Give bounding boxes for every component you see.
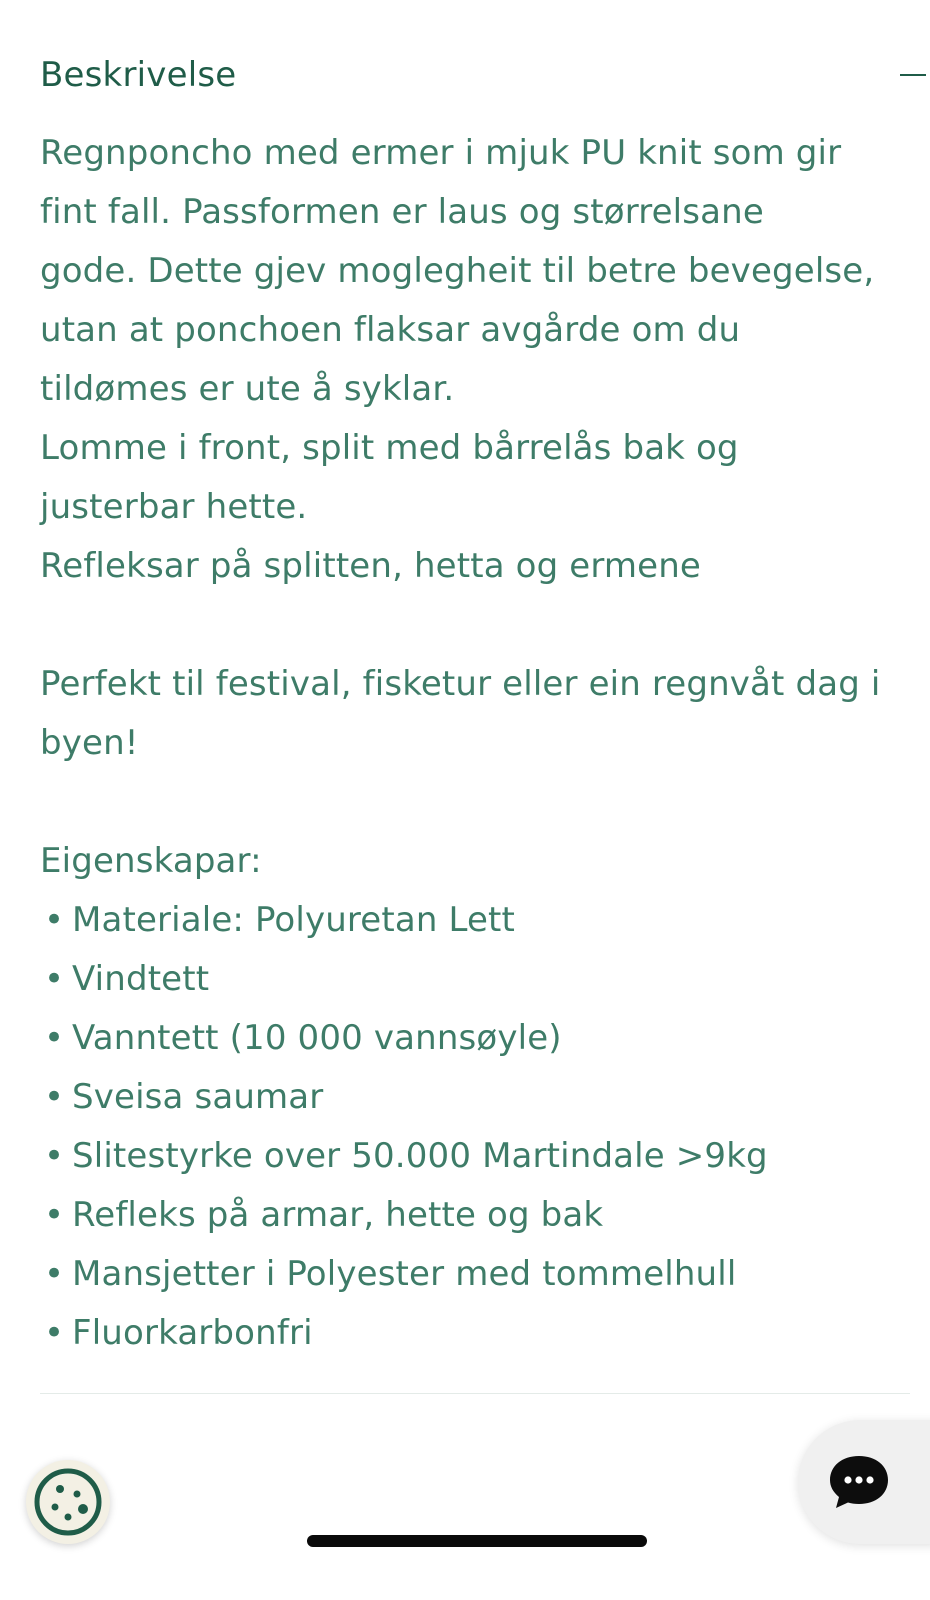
- list-item: [40, 1127, 910, 1186]
- bullet: •: [44, 959, 65, 999]
- list-item: [40, 1186, 910, 1245]
- chat-bubble-icon: [828, 1454, 890, 1510]
- description-line: Refleksar på splitten, hetta og ermene: [40, 546, 701, 586]
- section-divider: [40, 1393, 910, 1394]
- chat-launcher-button[interactable]: [798, 1420, 930, 1544]
- list-item: [40, 1068, 910, 1127]
- spacer: [40, 773, 910, 832]
- feature-text: Sveisa saumar: [72, 1077, 324, 1117]
- list-item: [40, 1304, 910, 1363]
- spacer: [40, 596, 910, 655]
- description-line: Regnponcho med ermer i mjuk PU knit som gir: [40, 133, 842, 173]
- description-accordion-header[interactable]: [40, 52, 910, 98]
- description-line: tildømes er ute å syklar.: [40, 369, 455, 409]
- cookie-settings-button[interactable]: [26, 1460, 110, 1544]
- closing-line: byen!: [40, 723, 139, 763]
- feature-text: Slitestyrke over 50.000 Martindale >9kg: [72, 1136, 768, 1176]
- minus-icon[interactable]: [900, 74, 926, 76]
- bullet: •: [44, 1018, 65, 1058]
- accordion-title: Beskrivelse: [40, 55, 237, 95]
- description-line: gode. Dette gjev moglegheit til betre bevegelse,: [40, 251, 875, 291]
- bullet: •: [44, 900, 65, 940]
- feature-text: Mansjetter i Polyester med tommelhull: [72, 1254, 737, 1294]
- features-list: [40, 891, 910, 1363]
- features-heading: Eigenskapar:: [40, 841, 262, 881]
- description-line: Lomme i front, split med bårrelås bak og: [40, 428, 739, 468]
- list-item: [40, 891, 910, 950]
- description-line: fint fall. Passformen er laus og størrelsane: [40, 192, 764, 232]
- bullet: •: [44, 1313, 65, 1353]
- feature-text: Fluorkarbonfri: [72, 1313, 313, 1353]
- list-item: [40, 1245, 910, 1304]
- feature-text: Vanntett (10 000 vannsøyle): [72, 1018, 562, 1058]
- bullet: •: [44, 1077, 65, 1117]
- product-description: [40, 124, 910, 1363]
- description-line: utan at ponchoen flaksar avgårde om du: [40, 310, 741, 350]
- cookie-icon: [33, 1467, 103, 1537]
- home-indicator: [307, 1535, 647, 1547]
- list-item: [40, 950, 910, 1009]
- closing-line: Perfekt til festival, fisketur eller ein regnvåt dag i: [40, 664, 881, 704]
- bullet: •: [44, 1254, 65, 1294]
- feature-text: Materiale: Polyuretan Lett: [72, 900, 516, 940]
- feature-text: Vindtett: [72, 959, 210, 999]
- list-item: [40, 1009, 910, 1068]
- description-line: justerbar hette.: [40, 487, 308, 527]
- bullet: •: [44, 1195, 65, 1235]
- bullet: •: [44, 1136, 65, 1176]
- feature-text: Refleks på armar, hette og bak: [72, 1195, 604, 1235]
